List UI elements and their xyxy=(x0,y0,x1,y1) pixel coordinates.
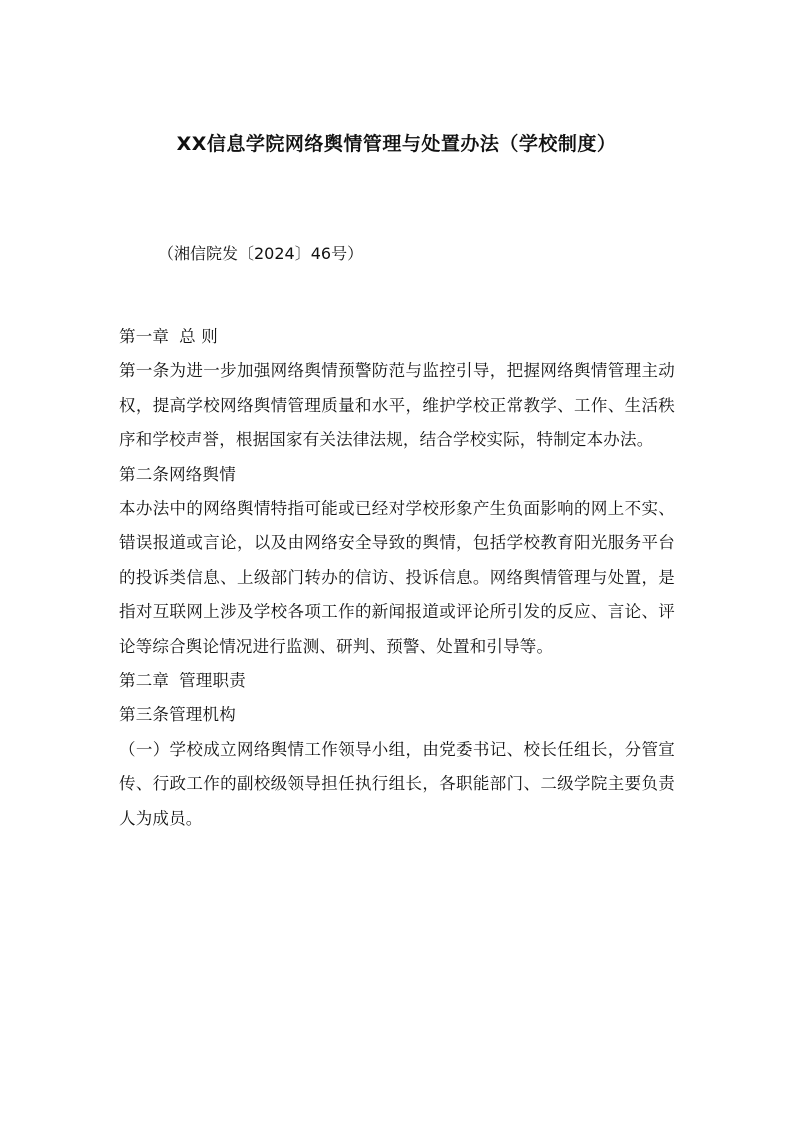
article-3-item-1: （一）学校成立网络舆情工作领导小组，由党委书记、校长任组长，分管宣传、行政工作的副校级领导担任执行组长，各职能部门、二级学院主要负责人为成员。 xyxy=(119,739,675,828)
chapter-1-name: 总 则 xyxy=(179,327,218,346)
chapter-1-label: 第一章 xyxy=(119,327,170,346)
document-body xyxy=(119,320,675,836)
document-title: XX信息学院网络舆情管理与处置办法（学校制度） xyxy=(176,133,617,155)
article-1: 第一条为进一步加强网络舆情预警防范与监控引导，把握网络舆情管理主动权，提高学校网络舆情管理质量和水平，维护学校正常教学、工作、生活秩序和学校声誉，根据国家有关法律法规，结合学校实际，特制定本办法。 xyxy=(119,361,675,450)
chapter-2-name: 管理职责 xyxy=(179,671,246,691)
chapter-2-label: 第二章 xyxy=(119,671,170,691)
chapter-2-heading xyxy=(119,664,675,698)
article-2-heading: 第二条网络舆情 xyxy=(119,464,236,484)
chapter-1-heading xyxy=(119,320,675,354)
document-number: （湘信院发〔2024〕46号） xyxy=(158,244,364,263)
article-2-body: 本办法中的网络舆情特指可能或已经对学校形象产生负面影响的网上不实、错误报道或言论，以及由网络安全导致的舆情，包括学校教育阳光服务平台的投诉类信息、上级部门转办的信访、投诉信息。网络舆情管理与处置，是指对互联网上涉及学校各项工作的新闻报道或评论所引发的反应、言论、评论等综合舆论情况进行监测、研判、预警、处置和引导等。 xyxy=(119,499,675,656)
article-3-heading: 第三条管理机构 xyxy=(119,705,236,725)
